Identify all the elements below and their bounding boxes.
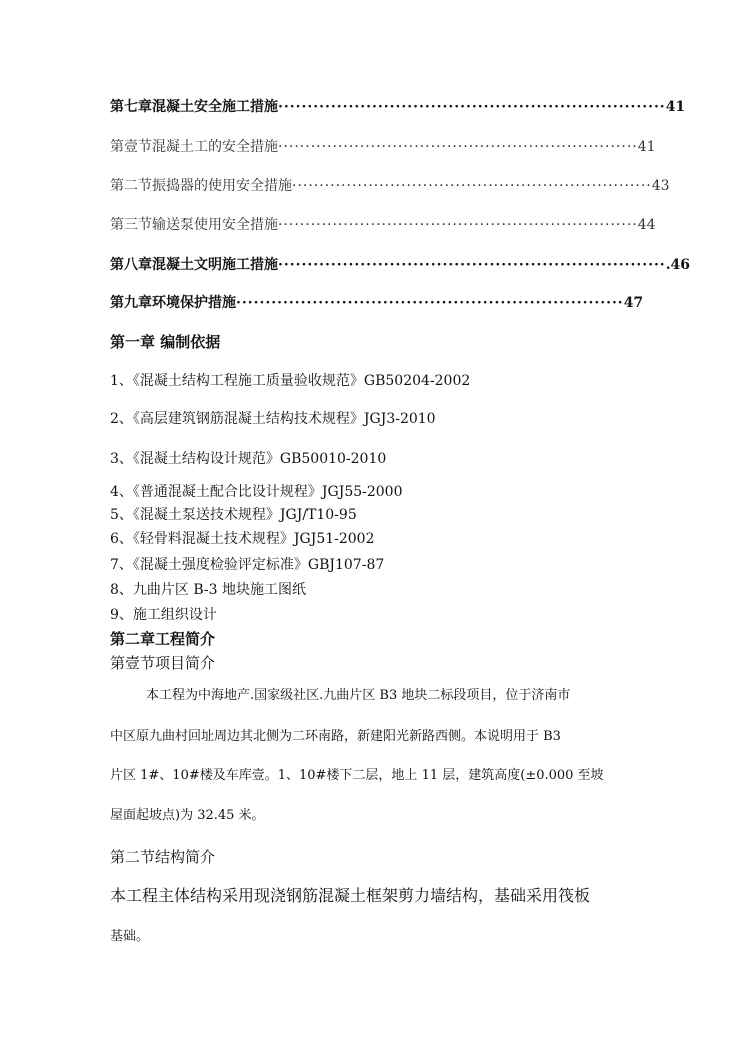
paragraph-line: 本工程主体结构采用现浇钢筋混凝土框架剪力墙结构，基础采用筏板 [110,886,591,905]
toc-leader: ·································································· [292,178,652,194]
toc-title: 第八章混凝土文明施工措施 [110,257,278,273]
reference-item: 8、九曲片区 B-3 地块施工图纸 [110,582,306,598]
reference-item: 4、《普通混凝土配合比设计规程》JGJ55-2000 [110,484,403,500]
chapter-heading: 第一章 编制依据 [110,333,221,351]
toc-page-number: 44 [637,217,656,233]
paragraph-line: 本工程为中海地产.国家级社区.九曲片区 B3 地块二标段项目，位于济南市 [146,688,571,703]
paragraph-line: 屋面起坡点)为 32.45 米。 [110,808,265,823]
chapter-heading: 第二章工程简介 [110,630,216,648]
toc-leader: ·································································· [278,217,638,233]
toc-page-number: 41 [637,139,656,155]
reference-item: 9、施工组织设计 [110,607,217,623]
toc-entry[interactable] [110,255,691,275]
toc-title: 第壹节混凝土工的安全措施 [110,139,278,155]
reference-item: 2、《高层建筑钢筋混凝土结构技术规程》JGJ3-2010 [110,411,436,427]
toc-leader: ·································································· [278,139,638,155]
section-heading: 第二节结构简介 [110,848,216,866]
reference-item: 7、《混凝土强度检验评定标准》GBJ107-87 [110,557,385,573]
toc-title: 第三节输送泵使用安全措施 [110,217,278,233]
toc-leader: ·································································· [278,99,666,115]
toc-title: 第九章环境保护措施 [110,295,236,311]
toc-page-number: 43 [651,178,670,194]
toc-entry[interactable] [110,293,644,313]
reference-item: 6、《轻骨料混凝土技术规程》JGJ51-2002 [110,531,375,547]
paragraph-line: 中区原九曲村回址周边其北侧为二环南路，新建阳光新路西侧。本说明用于 B3 [110,729,561,744]
toc-page-number: 47 [623,295,644,311]
paragraph-line: 片区 1#、10#楼及车库壹。1、10#楼下二层，地上 11 层，建筑高度(±0.000 至坡 [110,768,604,783]
toc-leader: ·································································· [236,295,624,311]
toc-entry[interactable] [110,176,670,196]
toc-leader: ·································································· [278,257,666,273]
toc-page-number: .46 [665,257,691,273]
paragraph-line: 基础。 [110,929,150,944]
reference-item: 3、《混凝土结构设计规范》GB50010-2010 [110,451,387,467]
toc-entry[interactable] [110,215,656,235]
toc-entry[interactable] [110,97,686,117]
toc-title: 第二节振捣器的使用安全措施 [110,178,292,194]
toc-entry[interactable] [110,137,656,157]
toc-title: 第七章混凝土安全施工措施 [110,99,278,115]
reference-item: 5、《混凝土泵送技术规程》JGJ/T10-95 [110,507,357,523]
toc-page-number: 41 [665,99,686,115]
reference-item: 1、《混凝土结构工程施工质量验收规范》GB50204-2002 [110,373,471,389]
section-heading: 第壹节项目简介 [110,654,216,672]
